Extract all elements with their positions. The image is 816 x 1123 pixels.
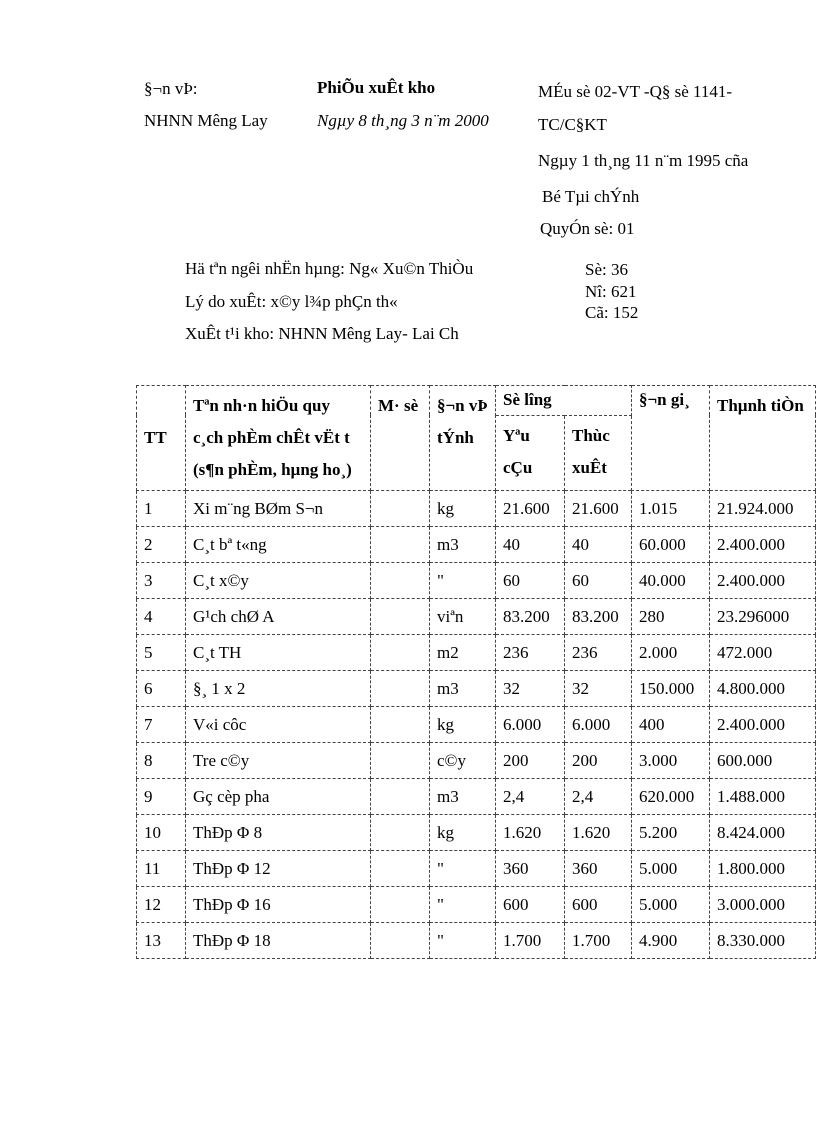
cell-qty-issued: 60	[565, 563, 632, 599]
table-row	[137, 707, 816, 743]
cell-amount: 4.800.000	[710, 671, 816, 707]
cell-tt: 1	[137, 491, 186, 527]
cell-qty-requested: 360	[496, 851, 565, 887]
unit-label: §¬n vÞ:	[144, 79, 198, 98]
table-row	[137, 491, 816, 527]
cell-qty-requested: 21.600	[496, 491, 565, 527]
cell-qty-requested: 1.700	[496, 923, 565, 959]
cell-tt: 6	[137, 671, 186, 707]
cell-code	[371, 779, 430, 815]
header-amount: Thµnh tiÒn	[710, 386, 816, 491]
cell-code	[371, 851, 430, 887]
cell-tt: 13	[137, 923, 186, 959]
table-row	[137, 923, 816, 959]
cell-code	[371, 887, 430, 923]
cell-item-name: Xi m¨ng BØm S¬n	[186, 491, 371, 527]
cell-unit: "	[430, 887, 496, 923]
cell-unit: m3	[430, 527, 496, 563]
cell-item-name: ThÐp Φ 16	[186, 887, 371, 923]
cell-unit: m2	[430, 635, 496, 671]
form-reference-line-3: Ngµy 1 th¸ng 11 n¨m 1995 cña	[538, 151, 749, 170]
table-row	[137, 779, 816, 815]
table-row	[137, 887, 816, 923]
cell-unit-price: 400	[632, 707, 710, 743]
cell-qty-requested: 200	[496, 743, 565, 779]
table-row	[137, 563, 816, 599]
cell-unit-price: 1.015	[632, 491, 710, 527]
cell-qty-issued: 236	[565, 635, 632, 671]
cell-unit-price: 5.000	[632, 851, 710, 887]
cell-code	[371, 563, 430, 599]
cell-qty-issued: 1.700	[565, 923, 632, 959]
cell-tt: 12	[137, 887, 186, 923]
cell-unit-price: 620.000	[632, 779, 710, 815]
cell-qty-requested: 1.620	[496, 815, 565, 851]
table-header-row	[137, 386, 816, 416]
cell-amount: 2.400.000	[710, 527, 816, 563]
cell-qty-issued: 1.620	[565, 815, 632, 851]
receiver-line: Hä tªn ngêi nhËn hµng: Ng« Xu©n ThiÒu	[185, 259, 474, 278]
table-row	[137, 527, 816, 563]
cell-code	[371, 923, 430, 959]
cell-qty-issued: 360	[565, 851, 632, 887]
cell-code	[371, 527, 430, 563]
cell-amount: 1.488.000	[710, 779, 816, 815]
header-code: M· sè	[371, 386, 430, 491]
cell-amount: 472.000	[710, 635, 816, 671]
header-quantity: Sè lîng	[496, 386, 632, 416]
cell-unit: kg	[430, 815, 496, 851]
cell-unit-price: 150.000	[632, 671, 710, 707]
cell-qty-requested: 60	[496, 563, 565, 599]
cell-item-name: Tre c©y	[186, 743, 371, 779]
header-quantity-issued: Thùc xuÊt	[565, 415, 632, 490]
goods-issue-table	[136, 385, 816, 959]
reason-line: Lý do xuÊt: x©y l¾p phÇn th«	[185, 292, 398, 311]
cell-unit-price: 5.200	[632, 815, 710, 851]
cell-qty-requested: 236	[496, 635, 565, 671]
cell-code	[371, 599, 430, 635]
cell-unit-price: 40.000	[632, 563, 710, 599]
cell-code	[371, 671, 430, 707]
cell-tt: 11	[137, 851, 186, 887]
cell-qty-requested: 83.200	[496, 599, 565, 635]
cell-unit-price: 4.900	[632, 923, 710, 959]
header-tt: TT	[137, 386, 186, 491]
cell-qty-issued: 32	[565, 671, 632, 707]
table-row	[137, 635, 816, 671]
cell-item-name: V«i côc	[186, 707, 371, 743]
cell-item-name: ThÐp Φ 18	[186, 923, 371, 959]
cell-amount: 1.800.000	[710, 851, 816, 887]
cell-unit: "	[430, 563, 496, 599]
cell-unit-price: 280	[632, 599, 710, 635]
cell-tt: 10	[137, 815, 186, 851]
cell-unit-price: 2.000	[632, 635, 710, 671]
cell-qty-requested: 2,4	[496, 779, 565, 815]
header-quantity-requested: Yªu cÇu	[496, 415, 565, 490]
cell-code	[371, 707, 430, 743]
cell-qty-issued: 83.200	[565, 599, 632, 635]
cell-qty-issued: 21.600	[565, 491, 632, 527]
cell-tt: 5	[137, 635, 186, 671]
cell-unit: m3	[430, 671, 496, 707]
warehouse-line: XuÊt t¹i kho: NHNN Mêng Lay- Lai Ch	[185, 324, 459, 343]
cell-item-name: ThÐp Φ 12	[186, 851, 371, 887]
credit-account: Cã: 152	[585, 303, 639, 322]
table-row	[137, 851, 816, 887]
voucher-number: Sè: 36	[585, 260, 628, 279]
cell-code	[371, 635, 430, 671]
cell-qty-issued: 2,4	[565, 779, 632, 815]
table-row	[137, 599, 816, 635]
cell-qty-issued: 200	[565, 743, 632, 779]
form-reference-line-1: MÉu sè 02-VT -Q§ sè 1141-	[538, 82, 733, 101]
cell-qty-requested: 32	[496, 671, 565, 707]
cell-unit: "	[430, 851, 496, 887]
header-unit-price: §¬n gi¸	[632, 386, 710, 491]
cell-qty-issued: 600	[565, 887, 632, 923]
cell-unit: kg	[430, 707, 496, 743]
cell-unit-price: 3.000	[632, 743, 710, 779]
cell-amount: 3.000.000	[710, 887, 816, 923]
cell-item-name: ThÐp Φ 8	[186, 815, 371, 851]
cell-tt: 3	[137, 563, 186, 599]
cell-amount: 8.424.000	[710, 815, 816, 851]
cell-unit: kg	[430, 491, 496, 527]
unit-name: NHNN Mêng Lay	[144, 111, 268, 130]
cell-unit: m3	[430, 779, 496, 815]
cell-unit: "	[430, 923, 496, 959]
cell-item-name: Gç cèp pha	[186, 779, 371, 815]
cell-qty-issued: 6.000	[565, 707, 632, 743]
document-date: Ngµy 8 th¸ng 3 n¨m 2000	[317, 111, 489, 130]
cell-code	[371, 815, 430, 851]
table-row	[137, 815, 816, 851]
cell-amount: 600.000	[710, 743, 816, 779]
cell-item-name: C¸t x©y	[186, 563, 371, 599]
cell-unit-price: 60.000	[632, 527, 710, 563]
cell-item-name: C¸t TH	[186, 635, 371, 671]
cell-tt: 7	[137, 707, 186, 743]
debit-account: Nî: 621	[585, 282, 637, 301]
header-item-name: Tªn nh·n hiÖu quy c¸ch phÈm chÊt vËt t (s¶n phÈm, hµng ho¸)	[186, 386, 371, 491]
table-row	[137, 743, 816, 779]
cell-item-name: G¹ch chØ A	[186, 599, 371, 635]
cell-qty-requested: 40	[496, 527, 565, 563]
cell-tt: 8	[137, 743, 186, 779]
cell-amount: 23.296000	[710, 599, 816, 635]
form-reference-line-2: TC/C§KT	[538, 115, 607, 134]
cell-qty-issued: 40	[565, 527, 632, 563]
cell-qty-requested: 6.000	[496, 707, 565, 743]
book-number: QuyÓn sè: 01	[540, 219, 635, 238]
cell-amount: 2.400.000	[710, 707, 816, 743]
cell-unit-price: 5.000	[632, 887, 710, 923]
cell-code	[371, 491, 430, 527]
cell-amount: 8.330.000	[710, 923, 816, 959]
table-row	[137, 671, 816, 707]
cell-tt: 4	[137, 599, 186, 635]
cell-amount: 21.924.000	[710, 491, 816, 527]
cell-item-name: C¸t bª t«ng	[186, 527, 371, 563]
cell-item-name: §¸ 1 x 2	[186, 671, 371, 707]
cell-unit: viªn	[430, 599, 496, 635]
cell-amount: 2.400.000	[710, 563, 816, 599]
cell-tt: 9	[137, 779, 186, 815]
cell-tt: 2	[137, 527, 186, 563]
header-unit: §¬n vÞ tÝnh	[430, 386, 496, 491]
form-reference-line-4: Bé Tµi chÝnh	[542, 187, 640, 206]
cell-code	[371, 743, 430, 779]
document-title: PhiÕu xuÊt kho	[317, 78, 436, 97]
cell-unit: c©y	[430, 743, 496, 779]
cell-qty-requested: 600	[496, 887, 565, 923]
